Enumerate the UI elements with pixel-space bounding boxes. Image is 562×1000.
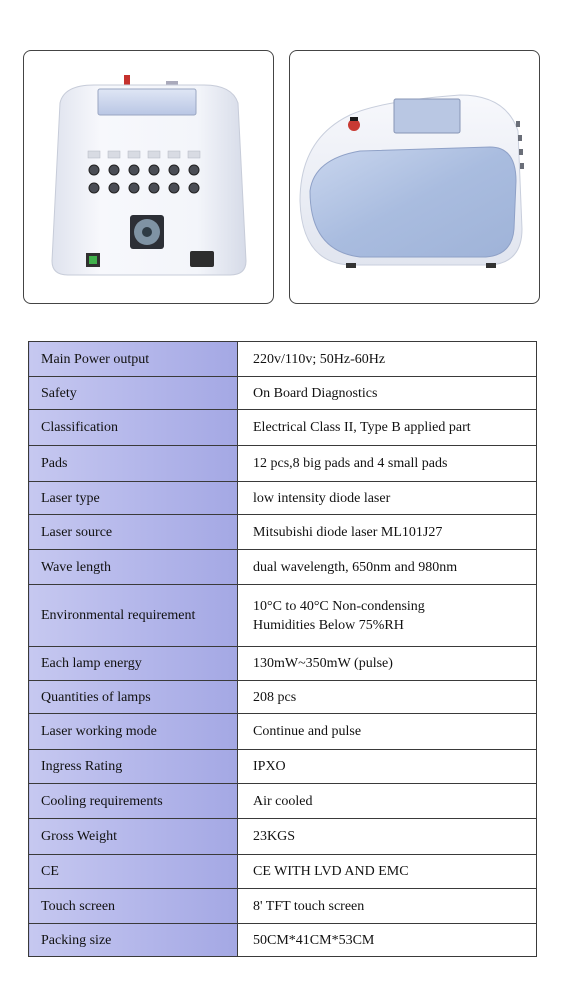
table-row [29,550,537,585]
table-row [29,585,537,647]
table-row [29,342,537,377]
device-front-illustration [24,51,273,303]
cooling-fan [130,215,164,249]
spec-label: Main Power output [29,342,238,377]
spec-value: CE WITH LVD AND EMC [238,855,537,889]
table-row [29,750,537,784]
spec-value: 208 pcs [238,681,537,714]
spec-value: Mitsubishi diode laser ML101J27 [238,515,537,550]
table-row [29,446,537,482]
spec-label: Wave length [29,550,238,585]
table-row [29,377,537,410]
spec-value: 8' TFT touch screen [238,889,537,924]
specification-table [28,341,537,957]
spec-value: 12 pcs,8 big pads and 4 small pads [238,446,537,482]
spec-label: Quantities of lamps [29,681,238,714]
spec-value: 50CM*41CM*53CM [238,924,537,957]
spec-label: Pads [29,446,238,482]
spec-label: Packing size [29,924,238,957]
spec-value: Electrical Class II, Type B applied part [238,410,537,446]
table-row [29,784,537,819]
spec-label: Classification [29,410,238,446]
spec-value: 23KGS [238,819,537,855]
front-view-photo [23,50,274,304]
spec-value: 10°C to 40°C Non-condensing Humidities Below 75%RH [238,585,537,647]
spec-value: low intensity diode laser [238,482,537,515]
spec-value: 220v/110v; 50Hz-60Hz [238,342,537,377]
table-row [29,647,537,681]
spec-value: Continue and pulse [238,714,537,750]
table-row [29,714,537,750]
table-row [29,855,537,889]
spec-label: Cooling requirements [29,784,238,819]
table-row [29,924,537,957]
table-row [29,515,537,550]
spec-label: Ingress Rating [29,750,238,784]
device-side-illustration [290,51,539,303]
spec-label: Touch screen [29,889,238,924]
spec-label: Environmental requirement [29,585,238,647]
spec-label: CE [29,855,238,889]
table-row [29,681,537,714]
table-row [29,410,537,446]
spec-value: On Board Diagnostics [238,377,537,410]
spec-label: Gross Weight [29,819,238,855]
spec-value: Air cooled [238,784,537,819]
spec-label: Laser source [29,515,238,550]
spec-value: IPXO [238,750,537,784]
table-row [29,819,537,855]
table-row [29,889,537,924]
spec-value: dual wavelength, 650nm and 980nm [238,550,537,585]
spec-value: 130mW~350mW (pulse) [238,647,537,681]
side-view-photo [289,50,540,304]
spec-label: Laser type [29,482,238,515]
spec-label: Each lamp energy [29,647,238,681]
table-row [29,482,537,515]
spec-label: Safety [29,377,238,410]
spec-label: Laser working mode [29,714,238,750]
